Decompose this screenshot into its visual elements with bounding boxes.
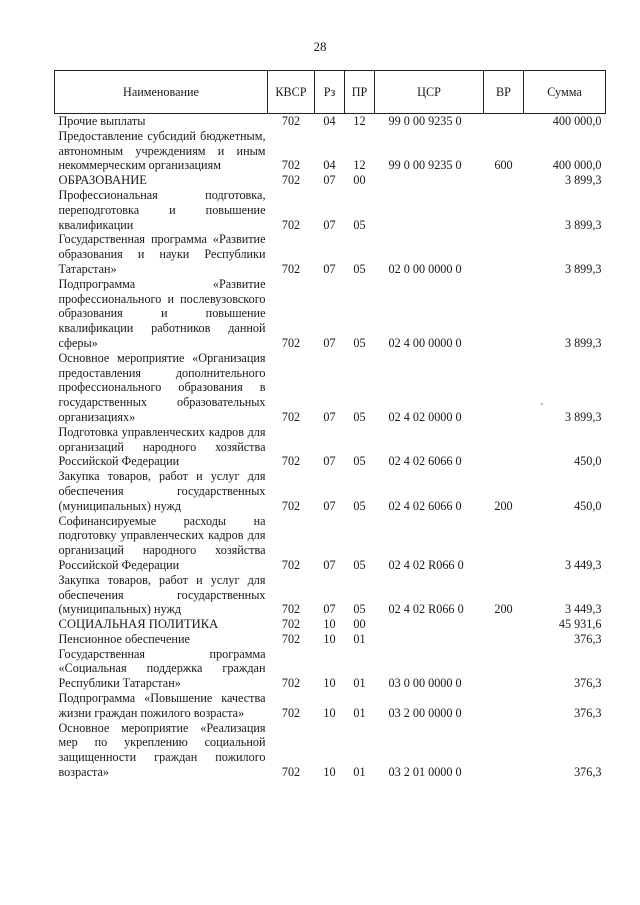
row-sum: 400 000,0 xyxy=(552,114,602,128)
row-kvsr: 702 xyxy=(281,498,301,513)
row-csr: 02 4 02 6066 0 xyxy=(388,498,462,513)
row-vr: 200 xyxy=(494,602,513,617)
row-sum: 3 899,3 xyxy=(564,217,602,232)
row-sum: 450,0 xyxy=(574,498,602,513)
table-row xyxy=(55,277,606,351)
row-pr: 05 xyxy=(353,409,366,424)
row-rz: 07 xyxy=(323,217,336,232)
table-row xyxy=(55,425,606,469)
row-sum: 3 899,3 xyxy=(564,335,602,350)
row-vr xyxy=(484,632,524,647)
row-name: Государственная программа «Развитие образования и науки Республики Татарстан» xyxy=(58,232,266,276)
row-rz: 10 xyxy=(323,676,336,691)
row-vr xyxy=(484,721,524,780)
row-pr: 01 xyxy=(353,705,366,720)
header-csr: ЦСР xyxy=(375,71,484,114)
table-row xyxy=(55,632,606,647)
row-csr: 03 2 00 0000 0 xyxy=(388,705,462,720)
table-row xyxy=(55,173,606,188)
row-rz: 07 xyxy=(323,454,336,469)
row-name: Подпрограмма «Повышение качества жизни граждан пожилого возраста» xyxy=(58,691,266,720)
table-row xyxy=(55,114,606,129)
row-pr: 00 xyxy=(353,617,366,632)
row-vr xyxy=(484,277,524,351)
row-pr: 05 xyxy=(353,217,366,232)
row-csr xyxy=(375,632,484,647)
row-rz: 07 xyxy=(323,335,336,350)
header-name: Наименование xyxy=(55,71,268,114)
row-rz: 07 xyxy=(323,557,336,572)
row-rz: 10 xyxy=(323,631,336,646)
row-csr: 02 4 02 R066 0 xyxy=(388,602,464,617)
row-pr: 05 xyxy=(353,557,366,572)
row-kvsr: 702 xyxy=(281,217,301,232)
row-rz: 07 xyxy=(323,498,336,513)
row-name: Закупка товаров, работ и услуг для обеспечения государственных (муниципальных) нужд xyxy=(58,469,266,513)
row-sum: 376,3 xyxy=(574,765,602,780)
header-vr: ВР xyxy=(484,71,524,114)
row-rz: 07 xyxy=(323,602,336,617)
row-name: Закупка товаров, работ и услуг для обеспечения государственных (муниципальных) нужд xyxy=(58,572,266,617)
row-name: Профессиональная подготовка, переподготовка и повышение квалификации xyxy=(58,187,266,232)
row-kvsr: 702 xyxy=(281,705,301,720)
table-row xyxy=(55,188,606,232)
row-kvsr: 702 xyxy=(281,557,301,572)
header-sum: Сумма xyxy=(524,71,606,114)
row-pr: 00 xyxy=(353,173,366,188)
row-rz: 07 xyxy=(323,261,336,276)
row-kvsr: 702 xyxy=(281,114,301,128)
row-vr xyxy=(484,188,524,232)
row-sum: 376,3 xyxy=(574,705,602,720)
table-row xyxy=(55,721,606,780)
row-rz: 10 xyxy=(323,765,336,780)
scan-speck xyxy=(541,403,543,405)
page-number: 28 xyxy=(313,39,327,54)
row-name: Предоставление субсидий бюджетным, автономным учреждениям и иным некоммерческим организациям xyxy=(58,128,266,173)
table-row xyxy=(55,469,606,513)
table-row xyxy=(55,514,606,573)
table-row xyxy=(55,573,606,617)
row-kvsr: 702 xyxy=(281,765,301,780)
row-name: Подготовка управленческих кадров для организаций народного хозяйства Российской Федерации xyxy=(58,424,266,469)
row-pr: 01 xyxy=(353,676,366,691)
row-csr xyxy=(375,188,484,232)
header-kvsr: КВСР xyxy=(268,71,315,114)
table-row xyxy=(55,232,606,276)
row-pr: 05 xyxy=(353,602,366,617)
row-kvsr: 702 xyxy=(281,676,301,691)
row-kvsr: 702 xyxy=(281,602,301,617)
row-kvsr: 702 xyxy=(281,617,301,632)
row-sum: 3 899,3 xyxy=(564,261,602,276)
row-csr: 03 2 01 0000 0 xyxy=(388,765,462,780)
row-vr xyxy=(484,617,524,632)
header-rz: Рз xyxy=(315,71,345,114)
row-vr: 200 xyxy=(494,498,513,513)
table-row xyxy=(55,647,606,691)
row-vr xyxy=(484,173,524,188)
row-kvsr: 702 xyxy=(281,261,301,276)
row-vr xyxy=(484,691,524,721)
budget-table xyxy=(54,70,606,780)
row-vr xyxy=(484,351,524,425)
header-pr: ПР xyxy=(345,71,375,114)
row-name: Подпрограмма «Развитие профессионального и послевузовского образования и повышение квалификации работников данной сферы» xyxy=(58,276,266,350)
row-csr: 02 4 02 0000 0 xyxy=(388,409,462,424)
row-csr: 03 0 00 0000 0 xyxy=(388,676,462,691)
row-pr: 01 xyxy=(353,631,366,646)
row-sum: 3 449,3 xyxy=(564,557,602,572)
row-pr: 05 xyxy=(353,261,366,276)
row-vr xyxy=(484,514,524,573)
row-rz: 04 xyxy=(323,158,336,173)
row-name: Основное мероприятие «Реализация мер по укреплению социальной защищенности граждан пожилого возраста» xyxy=(58,720,266,780)
row-csr xyxy=(375,617,484,632)
row-rz: 10 xyxy=(323,617,336,632)
table-row xyxy=(55,617,606,632)
table-header-row xyxy=(55,71,606,114)
row-vr: 600 xyxy=(494,158,513,173)
row-pr: 05 xyxy=(353,335,366,350)
row-sum: 376,3 xyxy=(574,676,602,691)
row-csr: 02 4 00 0000 0 xyxy=(388,335,462,350)
row-pr: 01 xyxy=(353,765,366,780)
row-csr: 02 0 00 0000 0 xyxy=(388,261,462,276)
row-pr: 12 xyxy=(353,158,366,173)
row-csr: 02 4 02 6066 0 xyxy=(388,454,462,469)
row-kvsr: 702 xyxy=(281,409,301,424)
row-sum: 3 449,3 xyxy=(564,602,602,617)
row-pr: 05 xyxy=(353,454,366,469)
row-name: Государственная программа «Социальная поддержка граждан Республики Татарстан» xyxy=(58,646,266,691)
row-sum: 45 931,6 xyxy=(558,617,602,632)
row-name: Основное мероприятие «Организация предоставления дополнительного профессионального образования в государственных образовательных организациях» xyxy=(58,350,266,424)
row-sum: 450,0 xyxy=(574,454,602,469)
row-name: ОБРАЗОВАНИЕ xyxy=(58,173,147,188)
row-kvsr: 702 xyxy=(281,173,301,188)
row-csr xyxy=(375,173,484,188)
row-rz: 04 xyxy=(323,114,336,128)
row-sum: 3 899,3 xyxy=(564,409,602,424)
table-row xyxy=(55,351,606,425)
row-csr: 02 4 02 R066 0 xyxy=(388,557,464,572)
row-rz: 07 xyxy=(323,409,336,424)
row-csr: 99 0 00 9235 0 xyxy=(388,114,462,128)
row-csr: 99 0 00 9235 0 xyxy=(388,158,462,173)
row-sum: 400 000,0 xyxy=(552,158,602,173)
row-rz: 07 xyxy=(323,173,336,188)
row-name: Софинансируемые расходы на подготовку управленческих кадров для организаций народного хозяйства Российской Федерации xyxy=(58,513,266,572)
row-vr xyxy=(484,425,524,469)
row-kvsr: 702 xyxy=(281,158,301,173)
row-vr xyxy=(484,114,524,129)
row-name: Прочие выплаты xyxy=(58,114,146,128)
row-rz: 10 xyxy=(323,705,336,720)
row-name: СОЦИАЛЬНАЯ ПОЛИТИКА xyxy=(58,617,219,632)
row-sum: 376,3 xyxy=(574,631,602,646)
row-vr xyxy=(484,647,524,691)
row-name: Пенсионное обеспечение xyxy=(58,631,190,646)
table-row xyxy=(55,129,606,173)
row-kvsr: 702 xyxy=(281,631,301,646)
row-sum: 3 899,3 xyxy=(564,173,602,188)
row-kvsr: 702 xyxy=(281,454,301,469)
row-pr: 12 xyxy=(353,114,366,128)
table-row xyxy=(55,691,606,721)
row-pr: 05 xyxy=(353,498,366,513)
row-vr xyxy=(484,232,524,276)
row-kvsr: 702 xyxy=(281,335,301,350)
